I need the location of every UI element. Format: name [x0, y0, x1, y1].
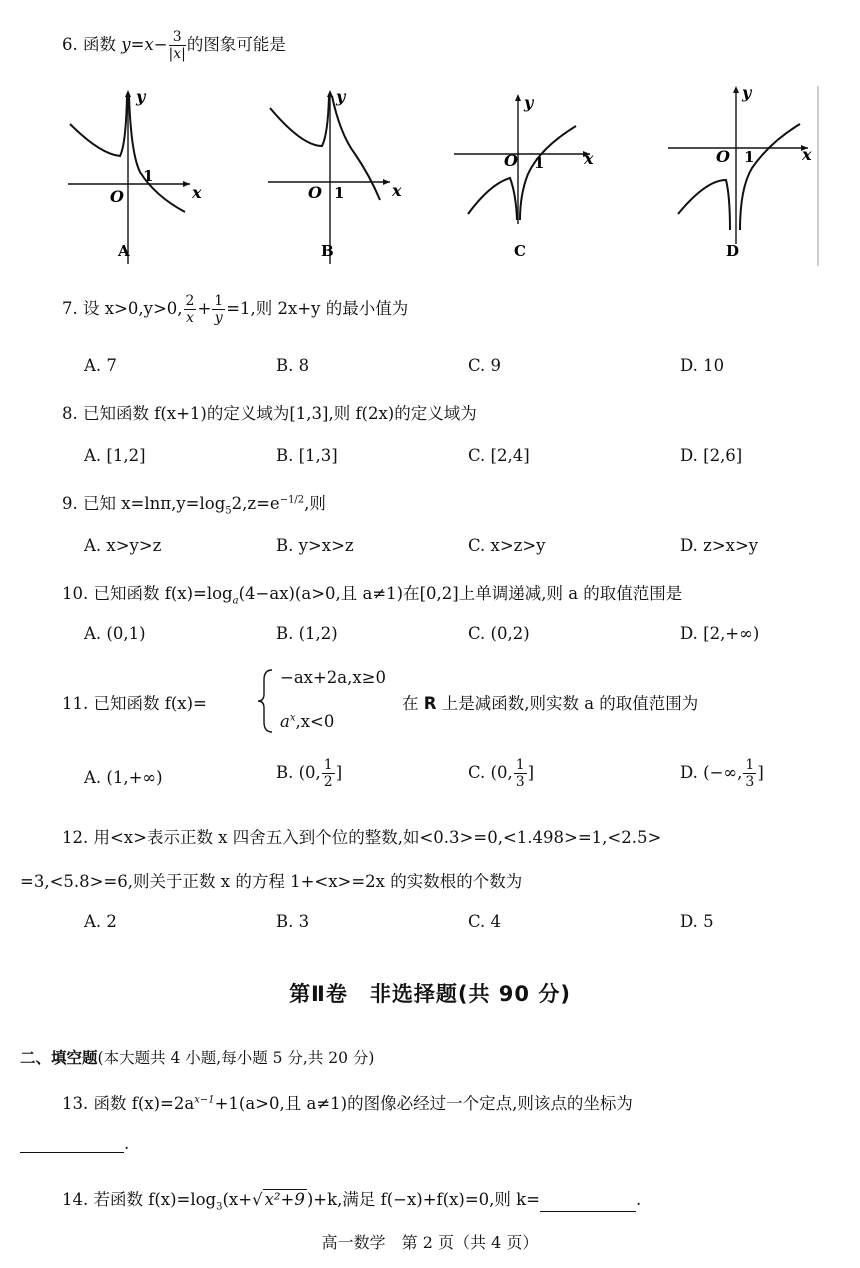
graph-label-b: B	[321, 242, 334, 260]
svg-text:O: O	[504, 151, 518, 170]
svg-text:y: y	[742, 84, 752, 102]
q7-option-c[interactable]: C. 9	[468, 356, 502, 375]
question-12-line-2: =3,<5.8>=6,则关于正数 x 的方程 1+<x>=2x 的实数根的个数为	[20, 872, 523, 891]
axis-x-label: x	[192, 183, 202, 202]
axis-y-label: y	[136, 87, 146, 106]
graph-label-a: A	[118, 242, 130, 260]
question-12-line-1: 12. 用<x>表示正数 x 四舍五入到个位的整数,如<0.3>=0,<1.498>=1,<2.5>	[62, 828, 662, 847]
q7-option-d[interactable]: D. 10	[680, 356, 725, 375]
q8-option-d[interactable]: D. [2,6]	[680, 446, 743, 465]
q8-option-b[interactable]: B. [1,3]	[276, 446, 338, 465]
svg-text:1: 1	[534, 154, 545, 172]
svg-text:y: y	[336, 87, 346, 106]
svg-text:O: O	[308, 183, 322, 202]
section-title: 第Ⅱ卷 非选择题(共 90 分)	[289, 982, 571, 1006]
q8-option-c[interactable]: C. [2,4]	[468, 446, 530, 465]
question-14-stem: 14. 若函数 $f(x)=\log_3(x+√$ x²+9 )+k,满足 f(−x)+f(x)=0,则 k= .	[62, 1190, 642, 1213]
graph-d	[668, 84, 812, 260]
question-13-stem: 13. 函数 $f(x)=2a^{x-1}+1(a>0$,且 a≠1)的图像必经过一个定点,则该点的坐标为	[62, 1094, 633, 1113]
question-11-stem-a: 11. 已知函数 f(x)=	[62, 694, 207, 713]
q12-option-d[interactable]: D. 5	[680, 912, 714, 931]
piecewise-case-1: −ax+2a,x≥0	[280, 668, 387, 687]
q11-option-c[interactable]: C. (0, $\frac{1}{3}$ ]	[468, 757, 535, 790]
answer-blank[interactable]	[540, 1195, 636, 1212]
graph-a	[68, 87, 202, 264]
answer-blank[interactable]	[20, 1136, 124, 1153]
q8-option-a[interactable]: A. [1,2]	[84, 446, 146, 465]
piecewise-case-2: $a^x,x<0$	[280, 712, 335, 731]
graph-label-c: C	[514, 242, 526, 260]
q9-option-b[interactable]: B. y>x>z	[276, 536, 354, 555]
q10-option-d[interactable]: D. [2,+∞)	[680, 624, 760, 643]
svg-text:x: x	[802, 145, 812, 164]
tick-one-label: 1	[143, 167, 154, 185]
svg-text:1: 1	[334, 184, 345, 202]
question-13-answer[interactable]: .	[20, 1134, 129, 1153]
q10-option-b[interactable]: B. (1,2)	[276, 624, 338, 643]
q12-option-a[interactable]: A. 2	[84, 912, 117, 931]
q9-option-c[interactable]: C. x>z>y	[468, 536, 546, 555]
question-9-stem: 9. 已知 $x=\ln\pi,y=\log_52,z=e^{-1/2}$,则	[62, 494, 326, 517]
question-7-stem: 7. 设 x>0,y>0, $\frac{2}{x}$ + $\frac{1}{y}$ =1,则 2x+y 的最小值为	[62, 293, 409, 326]
q9-option-d[interactable]: D. z>x>y	[680, 536, 759, 555]
svg-text:y: y	[524, 93, 534, 112]
question-10-stem: 10. 已知函数 $f(x)=\log_a(4-ax)(a>0$,且 a≠1)在[0,2]上单调递减,则 a 的取值范围是	[62, 584, 683, 607]
q11-option-d[interactable]: D. (−∞, $\frac{1}{3}$ ]	[680, 757, 764, 790]
question-6-stem: 6. 函数 y=x− $\frac{3}{|x|}$ 的图象可能是	[62, 29, 286, 62]
part-heading: 二、填空题(本大题共 4 小题,每小题 5 分,共 20 分)	[20, 1049, 375, 1067]
fraction: $\frac{3}{|x|}$	[168, 29, 186, 62]
q12-option-b[interactable]: B. 3	[276, 912, 310, 931]
svg-text:x: x	[584, 149, 594, 168]
origin-label: O	[110, 187, 124, 206]
piecewise-brace	[258, 668, 276, 734]
q10-option-a[interactable]: A. (0,1)	[84, 624, 146, 643]
question-11-stem-b: 在 R 上是减函数,则实数 a 的取值范围为	[402, 694, 699, 713]
q9-option-a[interactable]: A. x>y>z	[84, 536, 162, 555]
q10-option-c[interactable]: C. (0,2)	[468, 624, 530, 643]
graph-b	[268, 87, 402, 264]
q7-option-a[interactable]: A. 7	[84, 356, 117, 375]
q7-option-b[interactable]: B. 8	[276, 356, 310, 375]
graph-options-figure	[40, 84, 822, 268]
q11-option-b[interactable]: B. (0, $\frac{1}{2}$ ]	[276, 757, 343, 790]
svg-text:1: 1	[744, 148, 755, 166]
page-footer: 高一数学 第 2 页（共 4 页）	[321, 1233, 539, 1252]
q11-option-a[interactable]: A. (1,+∞)	[84, 768, 163, 787]
graph-label-d: D	[726, 242, 740, 260]
question-8-stem: 8. 已知函数 f(x+1)的定义域为[1,3],则 f(2x)的定义域为	[62, 404, 477, 423]
q12-option-c[interactable]: C. 4	[468, 912, 502, 931]
svg-text:x: x	[392, 181, 402, 200]
graph-c	[454, 93, 594, 260]
svg-text:O: O	[716, 147, 730, 166]
